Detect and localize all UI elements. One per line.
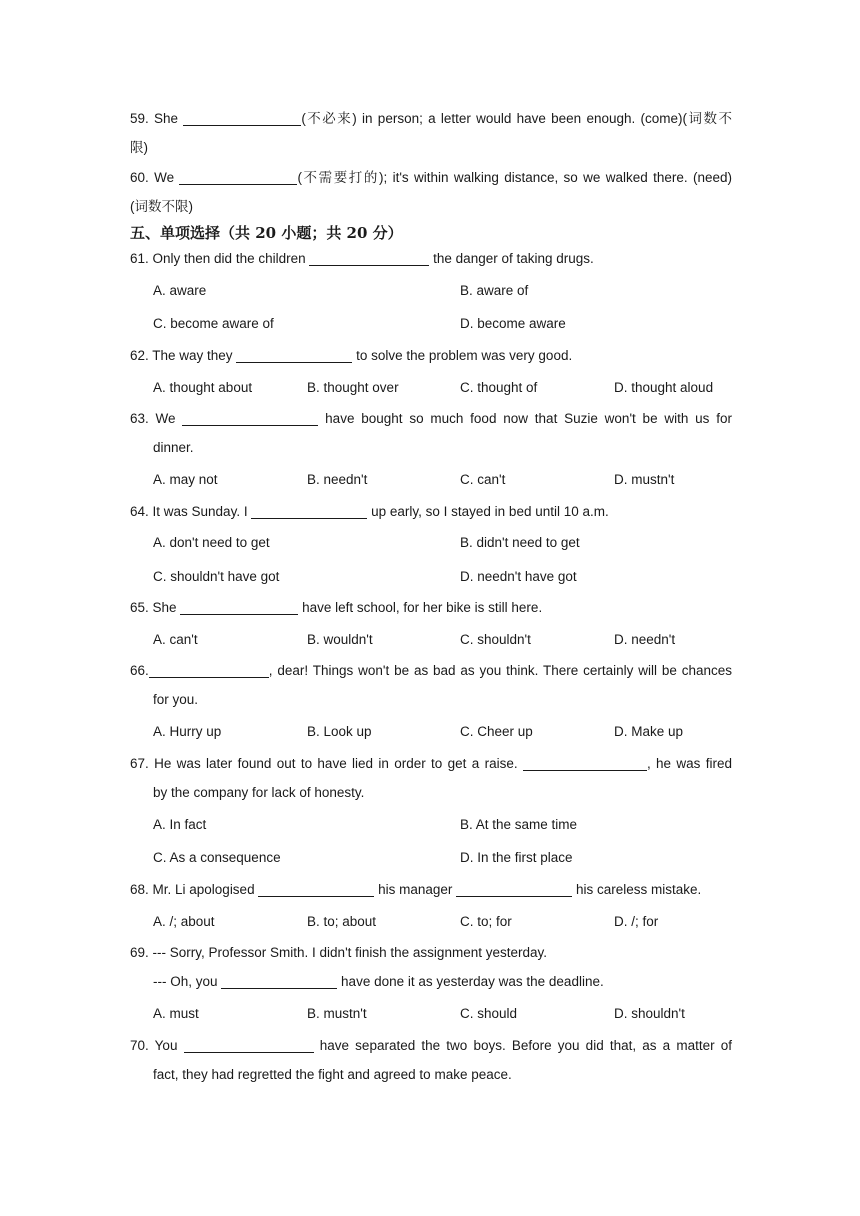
option-c: C. thought of <box>460 380 538 395</box>
question-text: 60. We <box>130 170 175 185</box>
question-66 <box>130 661 732 681</box>
question-67-cont: by the company for lack of honesty. <box>153 785 365 800</box>
question-text: have done it as yesterday was the deadline. <box>341 974 604 989</box>
option-d: D. Make up <box>614 724 684 739</box>
question-text: 59. She <box>130 111 179 126</box>
question-text: 65. She <box>130 600 177 615</box>
question-62 <box>130 346 572 366</box>
question-text: his manager <box>378 882 453 897</box>
answer-blank <box>456 882 572 897</box>
option-a: A. aware <box>153 283 207 298</box>
option-b: B. At the same time <box>460 817 578 832</box>
answer-blank <box>149 663 269 678</box>
option-c: C. shouldn't <box>460 632 531 647</box>
question-text: 66. <box>130 663 149 678</box>
question-69: 69. --- Sorry, Professor Smith. I didn't finish the assignment yesterday. <box>130 945 547 960</box>
question-64 <box>130 502 609 522</box>
option-a: A. Hurry up <box>153 724 222 739</box>
option-a: A. must <box>153 1006 199 1021</box>
question-text: 61. Only then did the children <box>130 251 306 266</box>
question-61 <box>130 249 594 269</box>
option-d: D. become aware <box>460 316 566 331</box>
question-63-cont: dinner. <box>153 440 194 455</box>
question-text: to solve the problem was very good. <box>356 348 573 363</box>
answer-blank <box>258 882 374 897</box>
question-text: , he was fired <box>646 756 732 771</box>
question-70-cont: fact, they had regretted the fight and agreed to make peace. <box>153 1067 512 1082</box>
question-text: the danger of taking drugs. <box>433 251 594 266</box>
option-c: C. shouldn't have got <box>153 569 280 584</box>
answer-blank <box>179 170 297 185</box>
answer-blank <box>183 111 301 126</box>
option-d: D. shouldn't <box>614 1006 685 1021</box>
option-b: B. Look up <box>307 724 372 739</box>
question-text: 62. The way they <box>130 348 233 363</box>
question-text: 68. Mr. Li apologised <box>130 882 255 897</box>
question-text: --- Oh, you <box>153 974 218 989</box>
question-text: , dear! Things won't be as bad as you think. There certainly will be chances <box>268 663 732 678</box>
option-b: B. thought over <box>307 380 399 395</box>
question-text: have bought so much food now that Suzie won't be with us for <box>325 411 732 426</box>
question-text: 63. We <box>130 411 176 426</box>
question-60-cont: (词数不限) <box>130 199 193 214</box>
question-59-cont: 限) <box>130 140 148 155</box>
option-c: C. As a consequence <box>153 850 281 865</box>
question-text: 64. It was Sunday. I <box>130 504 248 519</box>
option-a: A. In fact <box>153 817 207 832</box>
question-text: (不必来) in person; a letter would have been enough. (come)(词数不 <box>301 111 732 126</box>
option-d: D. thought aloud <box>614 380 714 395</box>
option-d: D. mustn't <box>614 472 675 487</box>
question-text: (不需要打的); it's within walking distance, so we walked there. (need) <box>297 170 732 185</box>
answer-blank <box>180 600 298 615</box>
option-b: B. didn't need to get <box>460 535 580 550</box>
answer-blank <box>184 1038 314 1053</box>
answer-blank <box>309 251 429 266</box>
option-c: C. should <box>460 1006 518 1021</box>
question-67 <box>130 754 732 774</box>
question-text: have separated the two boys. Before you did that, as a matter of <box>319 1038 732 1053</box>
question-text: up early, so I stayed in bed until 10 a.m. <box>371 504 609 519</box>
option-c: C. Cheer up <box>460 724 533 739</box>
option-b: B. mustn't <box>307 1006 367 1021</box>
option-a: A. don't need to get <box>153 535 270 550</box>
option-c: C. can't <box>460 472 506 487</box>
question-text: 67. He was later found out to have lied in order to get a raise. <box>130 756 518 771</box>
answer-blank <box>182 411 318 426</box>
section-heading: 五、单项选择（共 20 小题；共 20 分） <box>130 224 403 242</box>
question-68 <box>130 880 701 900</box>
question-60 <box>130 168 732 188</box>
answer-blank <box>523 756 647 771</box>
question-66-cont: for you. <box>153 692 199 707</box>
question-text: 70. You <box>130 1038 178 1053</box>
question-59 <box>130 109 732 129</box>
question-65 <box>130 598 542 618</box>
option-b: B. wouldn't <box>307 632 373 647</box>
question-70 <box>130 1036 732 1056</box>
option-a: A. can't <box>153 632 198 647</box>
option-a: A. /; about <box>153 914 215 929</box>
answer-blank <box>236 348 352 363</box>
question-text: have left school, for her bike is still here. <box>302 600 543 615</box>
question-text: his careless mistake. <box>575 882 702 897</box>
option-b: B. aware of <box>460 283 529 298</box>
question-63 <box>130 409 732 429</box>
option-a: A. may not <box>153 472 218 487</box>
option-d: D. In the first place <box>460 850 573 865</box>
answer-blank <box>221 974 337 989</box>
option-a: A. thought about <box>153 380 253 395</box>
option-d: D. /; for <box>614 914 659 929</box>
option-b: B. needn't <box>307 472 368 487</box>
option-c: C. become aware of <box>153 316 274 331</box>
option-d: D. needn't <box>614 632 676 647</box>
answer-blank <box>251 504 367 519</box>
question-69-reply <box>153 972 604 992</box>
option-d: D. needn't have got <box>460 569 577 584</box>
option-b: B. to; about <box>307 914 377 929</box>
option-c: C. to; for <box>460 914 512 929</box>
